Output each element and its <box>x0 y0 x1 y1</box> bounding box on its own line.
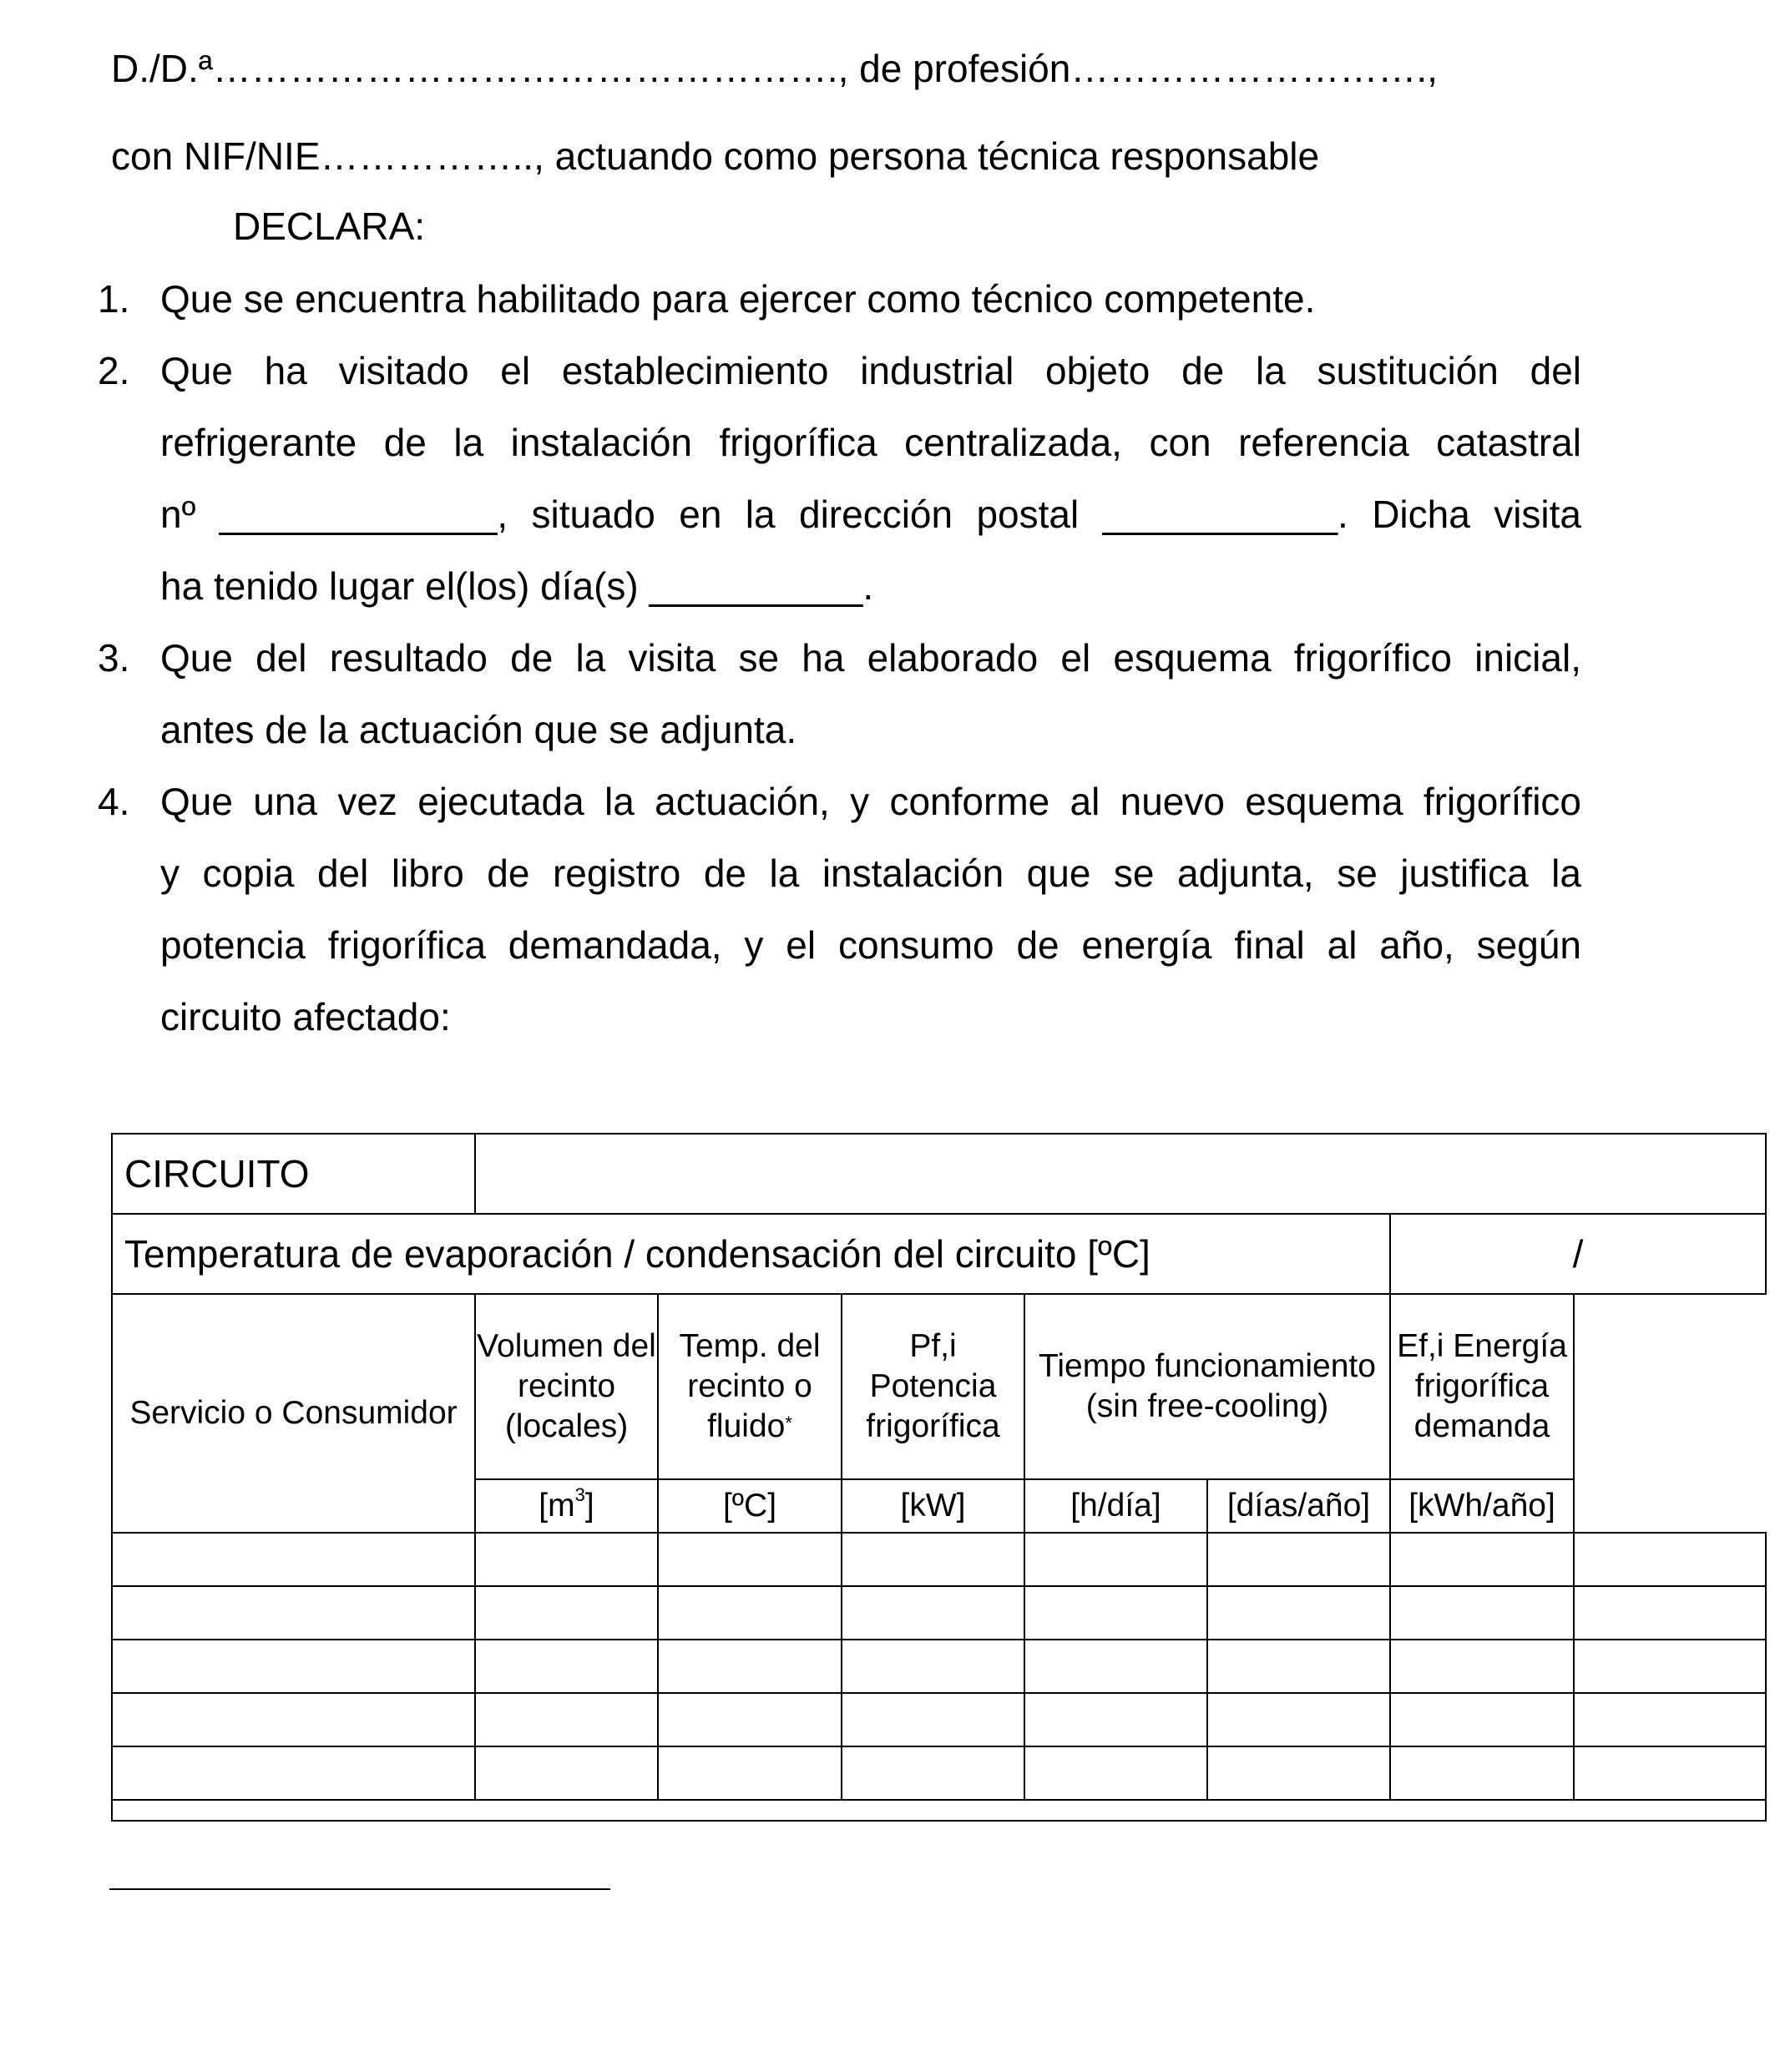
table-cell[interactable] <box>112 1746 475 1800</box>
table-row <box>112 1693 1766 1746</box>
item-2-line-2: refrigerante de la instalación frigorífica centralizada, con referencia catastral <box>160 421 1581 464</box>
table-row <box>112 1640 1766 1693</box>
temperature-value-field[interactable]: / <box>1390 1214 1766 1294</box>
table-row <box>112 1586 1766 1640</box>
table-cell[interactable] <box>1207 1746 1390 1800</box>
table-data-rows <box>112 1533 1766 1800</box>
table-cell[interactable] <box>1207 1586 1390 1640</box>
table-cell[interactable] <box>1574 1586 1766 1640</box>
item-1-line-1: Que se encuentra habilitado para ejercer como técnico competente. <box>160 277 1316 321</box>
table-cell[interactable] <box>475 1533 658 1586</box>
table-cell[interactable] <box>1574 1746 1766 1800</box>
table-cell[interactable] <box>1574 1693 1766 1746</box>
footnote-separator <box>109 1888 610 1890</box>
table-row <box>112 1746 1766 1800</box>
table-cell[interactable] <box>1574 1533 1766 1586</box>
table-cell[interactable] <box>112 1693 475 1746</box>
table-cell[interactable] <box>1024 1746 1207 1800</box>
table-footer-row <box>112 1800 1766 1821</box>
table-cell[interactable] <box>1390 1693 1574 1746</box>
table-cell[interactable] <box>1207 1693 1390 1746</box>
item-2-line-1: Que ha visitado el establecimiento industrial objeto de la sustitución del <box>160 349 1581 392</box>
table-cell[interactable] <box>658 1640 842 1693</box>
table-cell[interactable] <box>1574 1640 1766 1693</box>
header-temp-mark: * <box>785 1412 792 1433</box>
unit-dias: [días/año] <box>1207 1479 1390 1533</box>
unit-temp: [ºC] <box>658 1479 842 1533</box>
item-2-line-3: nº _____________, situado en la dirección postal ___________. Dicha visita <box>160 493 1581 536</box>
table-cell[interactable] <box>112 1586 475 1640</box>
table-cell[interactable] <box>1024 1586 1207 1640</box>
unit-horas: [h/día] <box>1024 1479 1207 1533</box>
table-row <box>112 1533 1766 1586</box>
item-2-number: 2. <box>98 349 130 392</box>
header-temp <box>658 1294 842 1479</box>
unit-volumen-text: [m <box>539 1488 575 1524</box>
unit-volumen-exp: 3 <box>574 1484 585 1505</box>
item-1-number: 1. <box>98 277 130 321</box>
table-cell[interactable] <box>658 1746 842 1800</box>
table-cell[interactable] <box>1390 1640 1574 1693</box>
table-cell[interactable] <box>658 1586 842 1640</box>
intro-line-nif: con NIF/NIE…………….., actuando como persona técnica responsable <box>111 134 1320 178</box>
header-ef: Ef,i Energía frigorífica demanda <box>1390 1294 1574 1479</box>
intro-line-name-profession: D./D.ª…………………………………………., de profesión………………………., <box>111 47 1438 90</box>
table-cell[interactable] <box>842 1533 1024 1586</box>
item-3-line-1: Que del resultado de la visita se ha elaborado el esquema frigorífico inicial, <box>160 636 1581 680</box>
item-2-line-4: ha tenido lugar el(los) día(s) __________. <box>160 564 874 608</box>
item-3-number: 3. <box>98 636 130 680</box>
item-4-line-2: y copia del libro de registro de la instalación que se adjunta, se justifica la <box>160 852 1581 895</box>
unit-volumen-close: ] <box>584 1488 594 1524</box>
table-cell[interactable] <box>1024 1533 1207 1586</box>
item-4-number: 4. <box>98 780 130 823</box>
table-cell[interactable] <box>1390 1746 1574 1800</box>
item-4-line-4: circuito afectado: <box>160 995 451 1039</box>
table-cell[interactable] <box>1390 1533 1574 1586</box>
table-cell[interactable] <box>1024 1640 1207 1693</box>
header-pf: Pf,i Potencia frigorífica <box>842 1294 1024 1479</box>
table-cell[interactable] <box>842 1586 1024 1640</box>
table-cell[interactable] <box>1207 1533 1390 1586</box>
temperature-label: Temperatura de evaporación / condensación del circuito [ºC] <box>112 1214 1390 1294</box>
header-tiempo: Tiempo funcionamiento (sin free-cooling) <box>1024 1294 1390 1479</box>
circuito-label: CIRCUITO <box>112 1134 475 1214</box>
table-cell[interactable] <box>1390 1586 1574 1640</box>
unit-pf: [kW] <box>842 1479 1024 1533</box>
unit-ef: [kWh/año] <box>1390 1479 1574 1533</box>
item-4-line-3: potencia frigorífica demandada, y el consumo de energía final al año, según <box>160 923 1581 967</box>
header-servicio: Servicio o Consumidor <box>112 1294 475 1533</box>
table-cell[interactable] <box>658 1533 842 1586</box>
table-cell[interactable] <box>842 1746 1024 1800</box>
table-cell[interactable] <box>112 1640 475 1693</box>
declara-heading: DECLARA: <box>233 205 426 248</box>
table-cell[interactable] <box>475 1586 658 1640</box>
circuit-table <box>111 1133 1767 1822</box>
table-cell[interactable] <box>1024 1693 1207 1746</box>
item-4-line-1: Que una vez ejecutada la actuación, y conforme al nuevo esquema frigorífico <box>160 780 1581 823</box>
table-cell[interactable] <box>112 1533 475 1586</box>
table-cell[interactable] <box>475 1640 658 1693</box>
table-cell[interactable] <box>842 1640 1024 1693</box>
table-cell[interactable] <box>475 1693 658 1746</box>
header-volumen: Volumen del recinto (locales) <box>475 1294 658 1479</box>
unit-volumen <box>475 1479 658 1533</box>
table-cell[interactable] <box>842 1693 1024 1746</box>
circuito-value-field[interactable] <box>475 1134 1766 1214</box>
table-cell[interactable] <box>658 1693 842 1746</box>
header-temp-text: Temp. del recinto o fluido <box>679 1328 821 1444</box>
table-cell[interactable] <box>475 1746 658 1800</box>
item-3-line-2: antes de la actuación que se adjunta. <box>160 708 797 751</box>
table-cell[interactable] <box>1207 1640 1390 1693</box>
